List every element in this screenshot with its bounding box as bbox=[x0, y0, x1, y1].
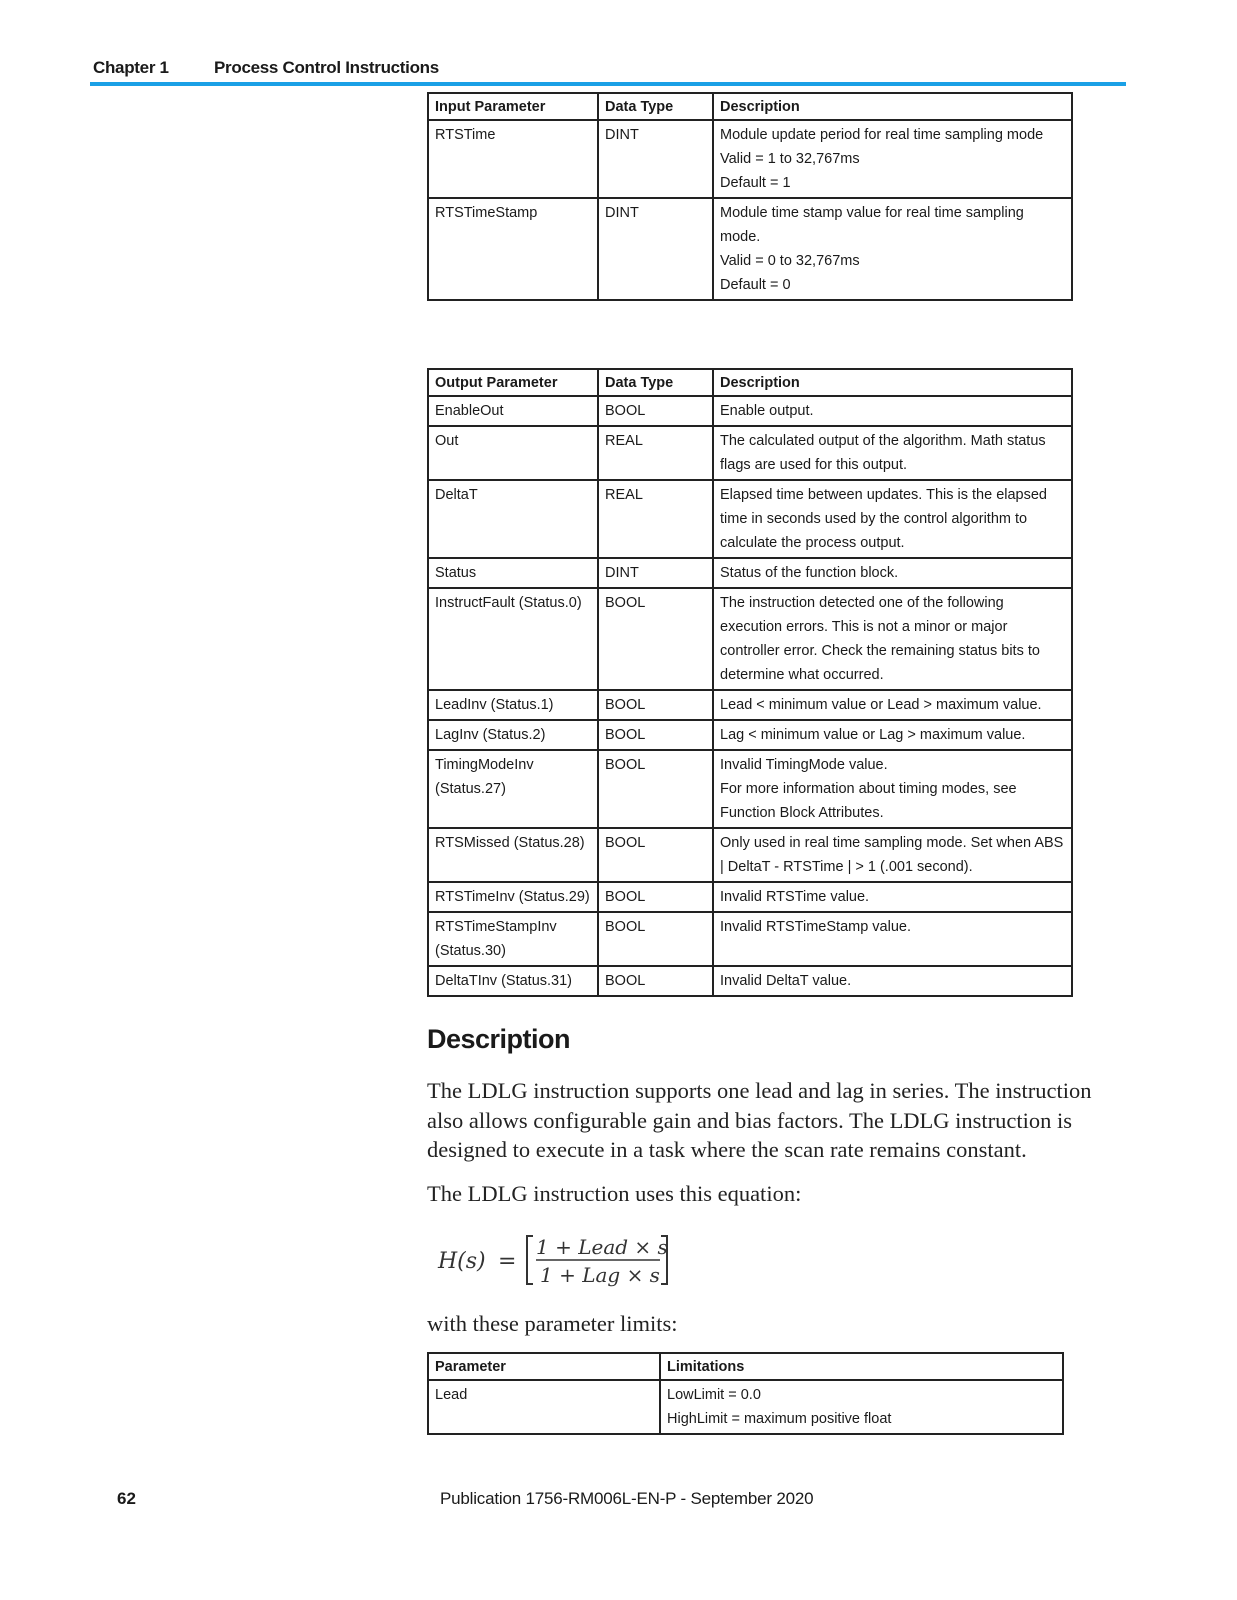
table-header-row bbox=[428, 1353, 1063, 1380]
table-row bbox=[428, 480, 1072, 558]
desc-cell: Lag < minimum value or Lag > maximum value. bbox=[713, 720, 1072, 750]
chapter-title: Process Control Instructions bbox=[214, 58, 439, 77]
desc-line: Default = 1 bbox=[720, 175, 791, 191]
type-cell: BOOL bbox=[598, 750, 713, 828]
publication-info: Publication 1756-RM006L-EN-P - September 2020 bbox=[440, 1489, 814, 1508]
type-cell: DINT bbox=[598, 198, 713, 300]
table-row bbox=[428, 912, 1072, 966]
left-bracket bbox=[527, 1236, 533, 1284]
param-cell: RTSTime bbox=[428, 120, 598, 198]
header-rule bbox=[90, 82, 1126, 86]
limit-line: LowLimit = 0.0 bbox=[667, 1387, 761, 1403]
param-cell: InstructFault (Status.0) bbox=[428, 588, 598, 690]
equation-lhs: H(s) bbox=[438, 1249, 486, 1274]
output-parameter-table bbox=[427, 368, 1073, 997]
desc-cell: Lead < minimum value or Lead > maximum value. bbox=[713, 690, 1072, 720]
desc-cell: Invalid DeltaT value. bbox=[713, 966, 1072, 996]
type-cell: BOOL bbox=[598, 966, 713, 996]
type-cell: DINT bbox=[598, 120, 713, 198]
param-cell: DeltaTInv (Status.31) bbox=[428, 966, 598, 996]
table-row bbox=[428, 828, 1072, 882]
desc-cell: The instruction detected one of the following execution errors. This is not a minor or major controller error. Check the remaining status bits to determine what occurred. bbox=[713, 588, 1072, 690]
table-row bbox=[428, 558, 1072, 588]
column-header: Data Type bbox=[598, 369, 713, 396]
param-cell: TimingModeInv (Status.27) bbox=[428, 750, 598, 828]
type-cell: BOOL bbox=[598, 828, 713, 882]
limits-intro: with these parameter limits: bbox=[427, 1311, 678, 1336]
desc-cell bbox=[713, 198, 1072, 300]
equation-intro: The LDLG instruction uses this equation: bbox=[427, 1181, 802, 1206]
table-row bbox=[428, 426, 1072, 480]
param-cell: RTSTimeStamp bbox=[428, 198, 598, 300]
chapter-label: Chapter 1 bbox=[93, 58, 169, 77]
type-cell: REAL bbox=[598, 426, 713, 480]
param-cell: LagInv (Status.2) bbox=[428, 720, 598, 750]
table-row bbox=[428, 750, 1072, 828]
column-header: Limitations bbox=[660, 1353, 1063, 1380]
column-header: Output Parameter bbox=[428, 369, 598, 396]
desc-cell: Invalid RTSTimeStamp value. bbox=[713, 912, 1072, 966]
desc-cell: Status of the function block. bbox=[713, 558, 1072, 588]
desc-cell: The calculated output of the algorithm. Math status flags are used for this output. bbox=[713, 426, 1072, 480]
equation-denominator: 1 + Lag × s bbox=[540, 1263, 660, 1287]
param-cell: Status bbox=[428, 558, 598, 588]
table-row bbox=[428, 588, 1072, 690]
type-cell: BOOL bbox=[598, 396, 713, 426]
column-header: Data Type bbox=[598, 93, 713, 120]
table-row bbox=[428, 1380, 1063, 1434]
page-number: 62 bbox=[117, 1489, 136, 1508]
desc-line: Valid = 0 to 32,767ms bbox=[720, 253, 860, 269]
limit-line: HighLimit = maximum positive float bbox=[667, 1411, 892, 1427]
type-cell: BOOL bbox=[598, 882, 713, 912]
table-row bbox=[428, 720, 1072, 750]
column-header: Input Parameter bbox=[428, 93, 598, 120]
desc-cell bbox=[713, 120, 1072, 198]
table-row bbox=[428, 120, 1072, 198]
desc-cell: Enable output. bbox=[713, 396, 1072, 426]
input-parameter-table bbox=[427, 92, 1073, 301]
column-header: Description bbox=[713, 93, 1072, 120]
column-header: Description bbox=[713, 369, 1072, 396]
desc-line: Module update period for real time sampling mode bbox=[720, 127, 1044, 143]
param-cell: Out bbox=[428, 426, 598, 480]
parameter-limits-table bbox=[427, 1352, 1064, 1435]
param-cell: DeltaT bbox=[428, 480, 598, 558]
limits-cell bbox=[660, 1380, 1063, 1434]
desc-line: For more information about timing modes, see Function Block Attributes. bbox=[720, 781, 1017, 821]
section-heading: Description bbox=[427, 1024, 571, 1054]
param-cell: LeadInv (Status.1) bbox=[428, 690, 598, 720]
type-cell: BOOL bbox=[598, 690, 713, 720]
table-row bbox=[428, 690, 1072, 720]
desc-line: Module time stamp value for real time sampling mode. bbox=[720, 205, 1024, 245]
desc-line: Invalid TimingMode value. bbox=[720, 757, 888, 773]
table-row bbox=[428, 396, 1072, 426]
param-cell: RTSTimeStampInv (Status.30) bbox=[428, 912, 598, 966]
type-cell: BOOL bbox=[598, 912, 713, 966]
desc-line: Default = 0 bbox=[720, 277, 791, 293]
type-cell: BOOL bbox=[598, 720, 713, 750]
desc-line: Valid = 1 to 32,767ms bbox=[720, 151, 860, 167]
type-cell: REAL bbox=[598, 480, 713, 558]
table-row bbox=[428, 966, 1072, 996]
equation-equals: = bbox=[498, 1249, 517, 1274]
type-cell: DINT bbox=[598, 558, 713, 588]
table-header-row bbox=[428, 369, 1072, 396]
column-header: Parameter bbox=[428, 1353, 660, 1380]
type-cell: BOOL bbox=[598, 588, 713, 690]
equation-numerator: 1 + Lead × s bbox=[536, 1235, 668, 1259]
param-cell: RTSTimeInv (Status.29) bbox=[428, 882, 598, 912]
param-cell: RTSMissed (Status.28) bbox=[428, 828, 598, 882]
desc-cell: Only used in real time sampling mode. Set when ABS | DeltaT - RTSTime | > 1 (.001 second). bbox=[713, 828, 1072, 882]
description-paragraph: The LDLG instruction supports one lead and lag in series. The instruction also allows configurable gain and bias factors. The LDLG instruction is designed to execute in a task where the scan rate remains constant. bbox=[427, 1078, 1092, 1162]
param-cell: Lead bbox=[428, 1380, 660, 1434]
desc-cell: Invalid RTSTime value. bbox=[713, 882, 1072, 912]
desc-cell bbox=[713, 750, 1072, 828]
table-header-row bbox=[428, 93, 1072, 120]
table-row bbox=[428, 198, 1072, 300]
desc-cell: Elapsed time between updates. This is the elapsed time in seconds used by the control algorithm to calculate the process output. bbox=[713, 480, 1072, 558]
param-cell: EnableOut bbox=[428, 396, 598, 426]
table-row bbox=[428, 882, 1072, 912]
transfer-function-equation bbox=[436, 1222, 696, 1292]
